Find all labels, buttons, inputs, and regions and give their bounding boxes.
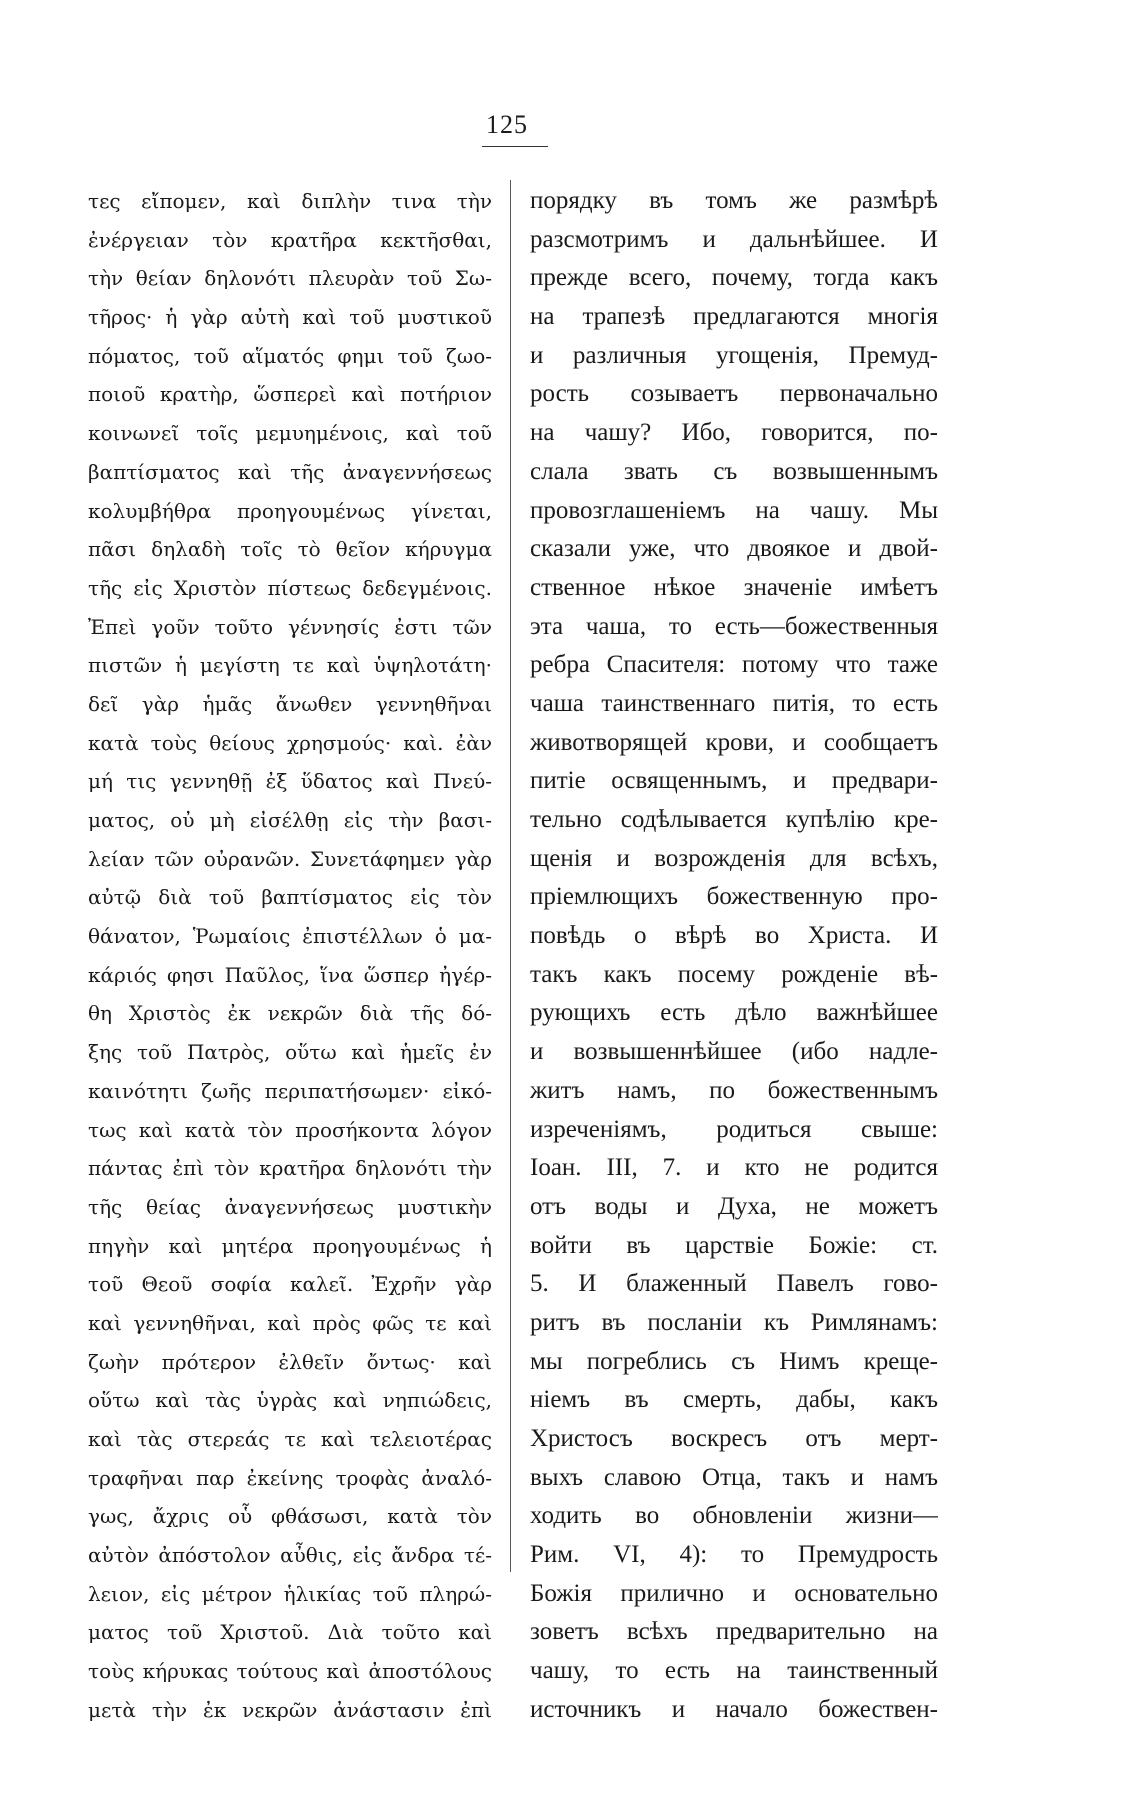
text-line: животворящей крови, и сообщаетъ <box>530 728 938 756</box>
text-line: πάντας ἐπὶ τὸν κρατῆρα δηλονότι τὴν <box>88 1156 492 1181</box>
text-line: καινότητι ζωῆς περιπατήσωμεν· εἰκό- <box>88 1078 492 1103</box>
text-line: ξης τοῦ Πατρὸς, οὕτω καὶ ἡμεῖς ἐν <box>88 1040 492 1065</box>
text-line: прежде всего, почему, тогда какъ <box>530 264 938 292</box>
text-line: войти въ царствіе Божіе: ст. <box>530 1231 938 1259</box>
text-line: τὴν θείαν δηλονότι πλευρὰν τοῦ Σω- <box>88 266 492 291</box>
text-line: θάνατον, Ῥωμαίοις ἐπιστέλλων ὁ μα- <box>88 924 492 949</box>
text-line: чаша таинственнаго питія, то есть <box>530 689 938 717</box>
text-line: ζωὴν πρότερον ἐλθεῖν ὄντως· καὶ <box>88 1349 492 1374</box>
text-line: Ἐπεὶ γοῦν τοῦτο γέννησίς ἐστι τῶν <box>88 614 492 639</box>
text-line: αὐτὸν ἀπόστολον αὖθις, εἰς ἄνδρα τέ- <box>88 1543 492 1568</box>
text-line: θη Χριστὸς ἐκ νεκρῶν διὰ τῆς δό- <box>88 1001 492 1026</box>
text-line: πόματος, τοῦ αἵματός φημι τοῦ ζωο- <box>88 343 492 368</box>
russian-column <box>530 182 938 1730</box>
text-line: эта чаша, то есть—божественныя <box>530 612 938 640</box>
text-line: Іоан. III, 7. и кто не родится <box>530 1154 938 1182</box>
column-divider <box>510 180 511 1572</box>
text-line: πηγὴν καὶ μητέρα προηγουμένως ἡ <box>88 1233 492 1258</box>
text-line: порядку въ томъ же размѣрѣ <box>530 187 938 214</box>
text-line: чашу, то есть на таинственный <box>530 1657 938 1685</box>
text-line: источникъ и начало божествен- <box>530 1695 938 1723</box>
text-line: разсмотримъ и дальнѣйшее. И <box>530 225 938 253</box>
page-number: 125 <box>486 110 528 139</box>
text-line: ходить во обновленіи жизни— <box>530 1502 938 1530</box>
text-line: Христосъ воскресъ отъ мерт- <box>530 1425 938 1452</box>
text-line: ματος, οὐ μὴ εἰσέλθῃ εἰς τὴν βασι- <box>88 808 492 832</box>
text-line: на чашу? Ибо, говорится, по- <box>530 419 938 447</box>
text-line: тельно содѣлывается купѣлію кре- <box>530 806 938 833</box>
text-line: δεῖ γὰρ ἡμᾶς ἄνωθεν γεννηθῆναι <box>88 691 492 716</box>
text-line: рость созываетъ первоначально <box>530 380 938 408</box>
text-line: Рим. VI, 4): то Премудрость <box>530 1541 938 1569</box>
text-line: ребра Спасителя: потому что таже <box>530 651 938 679</box>
text-line: рующихъ есть дѣло важнѣйшее <box>530 999 938 1027</box>
text-line: выхъ славою Отца, такъ и намъ <box>530 1463 938 1491</box>
text-line: житъ намъ, по божественнымъ <box>530 1076 938 1104</box>
text-line: ματος τοῦ Χριστοῦ. Διὰ τοῦτο καὶ <box>88 1620 492 1645</box>
text-line: κοινωνεῖ τοῖς μεμυημένοις, καὶ τοῦ <box>88 421 492 446</box>
text-line: λειον, εἰς μέτρον ἡλικίας τοῦ πληρώ- <box>88 1581 492 1606</box>
text-line: щенія и возрожденія для всѣхъ, <box>530 844 938 872</box>
text-line: 5. И блаженный Павелъ гово- <box>530 1270 938 1298</box>
text-line: κάριός φησι Παῦλος, ἵνα ὥσπερ ἠγέρ- <box>88 962 492 987</box>
page-number-rule <box>482 146 548 147</box>
text-line: τραφῆναι παρ ἐκείνης τροφὰς ἀναλό- <box>88 1465 492 1490</box>
text-line: слала звать съ возвышеннымъ <box>530 457 938 485</box>
text-line: Божія прилично и основательно <box>530 1579 938 1607</box>
text-line: κατὰ τοὺς θείους χρησμούς· καὶ. ἐὰν <box>88 730 492 755</box>
text-line: на трапезѣ предлагаются многія <box>530 303 938 331</box>
text-line: μετὰ τὴν ἐκ νεκρῶν ἀνάστασιν ἐπὶ <box>88 1697 492 1722</box>
text-line: οὕτω καὶ τὰς ὑγρὰς καὶ νηπιώδεις, <box>88 1388 492 1413</box>
greek-column <box>88 182 492 1730</box>
text-line: τες εἴπομεν, καὶ διπλὴν τινα τὴν <box>88 189 492 213</box>
text-line: зоветъ всѣхъ предварительно на <box>530 1618 938 1646</box>
text-line: сказали уже, что двоякое и двой- <box>530 535 938 563</box>
text-line: γως, ἄχρις οὗ φθάσωσι, κατὰ τὸν <box>88 1504 492 1529</box>
text-line: τῆς εἰς Χριστὸν πίστεως δεδεγμένοις. <box>88 575 492 600</box>
text-line: τῆς θείας ἀναγεννήσεως μυστικὴν <box>88 1194 492 1219</box>
text-line: отъ воды и Духа, не можетъ <box>530 1192 938 1220</box>
text-line: βαπτίσματος καὶ τῆς ἀναγεννήσεως <box>88 459 492 484</box>
text-line: τως καὶ κατὰ τὸν προσήκοντα λόγον <box>88 1117 492 1142</box>
text-line: τοὺς κήρυκας τούτους καὶ ἀποστόλους <box>88 1659 492 1684</box>
text-line: καὶ τὰς στερεάς τε καὶ τελειοτέρας <box>88 1427 492 1451</box>
text-line: питіе освященнымъ, и предвари- <box>530 767 938 795</box>
text-line: ніемъ въ смерть, дабы, какъ <box>530 1386 938 1414</box>
text-line: ἐνέργειαν τὸν κρατῆρα κεκτῆσθαι, <box>88 227 492 252</box>
text-line: и возвышеннѣйшее (ибо надле- <box>530 1038 938 1066</box>
text-line: мы погреблись съ Нимъ креще- <box>530 1347 938 1375</box>
text-line: πιστῶν ἡ μεγίστη τε καὶ ὑψηλοτάτη· <box>88 653 492 678</box>
text-line: изреченіямъ, родиться свыше: <box>530 1115 938 1143</box>
text-line: ственное нѣкое значеніе имѣетъ <box>530 573 938 601</box>
text-line: ритъ въ посланіи къ Римлянамъ: <box>530 1308 938 1336</box>
text-line: αὐτῷ διὰ τοῦ βαπτίσματος εἰς τὸν <box>88 885 492 910</box>
text-line: ποιοῦ κρατὴρ, ὥσπερεὶ καὶ ποτήριον <box>88 382 492 407</box>
text-line: пріемлющихъ божественную про- <box>530 883 938 911</box>
text-line: τοῦ Θεοῦ σοφία καλεῖ. Ἐχρῆν γὰρ <box>88 1272 492 1297</box>
text-line: и различныя угощенія, Премуд- <box>530 341 938 369</box>
text-line: τῆρος· ἡ γὰρ αὐτὴ καὶ τοῦ μυστικοῦ <box>88 305 492 330</box>
text-line: πᾶσι δηλαδὴ τοῖς τὸ θεῖον κήρυγμα <box>88 537 492 562</box>
text-line: λείαν τῶν οὐρανῶν. Συνετάφημεν γὰρ <box>88 846 492 871</box>
text-line: повѣдь о вѣрѣ во Христа. И <box>530 922 938 950</box>
text-line: μή τις γεννηθῇ ἐξ ὕδατος καὶ Πνεύ- <box>88 769 492 794</box>
text-line: такъ какъ посему рожденіе вѣ- <box>530 960 938 988</box>
text-line: κολυμβήθρα προηγουμένως γίνεται, <box>88 498 492 523</box>
text-line: καὶ γεννηθῆναι, καὶ πρὸς φῶς τε καὶ <box>88 1310 492 1335</box>
text-line: провозглашеніемъ на чашу. Мы <box>530 496 938 524</box>
